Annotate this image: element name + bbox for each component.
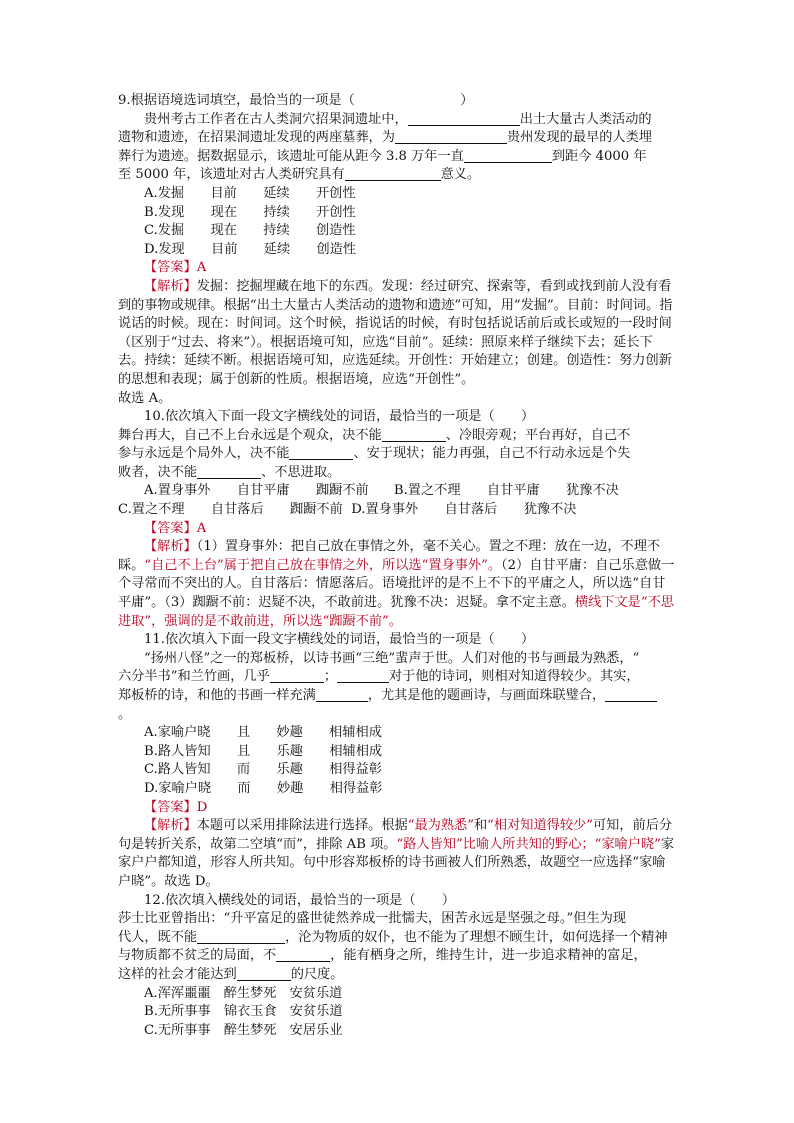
blank <box>382 427 446 442</box>
q9-option-b: B.发现 现在 持续 开创性 <box>144 204 356 220</box>
q10-stem: 10.依次填入下面一段文字横线处的词语，最恰当的一项是（ ） <box>144 409 535 425</box>
q11-option-c: C.路人皆知 而 乐趣 相得益彰 <box>144 762 382 778</box>
q10-option-d: D.置身事外 自甘落后 犹豫不决 <box>351 502 577 518</box>
q9-passage-line: 遗物和遗迹，在招果洞遗址发现的两座墓葬，为 贵州发现的最早的人类埋 <box>118 130 652 146</box>
q11-option-d: D.家喻户晓 而 妙趣 相得益彰 <box>144 780 383 796</box>
q10-option-c: C.置之不理 自甘落后 踟蹰不前 <box>118 502 343 518</box>
blank <box>270 668 324 683</box>
blank <box>345 166 441 181</box>
q9-answer: 【答案】A <box>144 260 207 276</box>
q11-passage-line: 六分半书”和兰竹画，几乎 ； 对于他的诗词，则相对知道得较少。其实， <box>118 669 640 685</box>
blank <box>464 148 552 163</box>
blank <box>337 668 389 683</box>
q10-options-cd <box>118 501 678 520</box>
document-page <box>118 92 678 1040</box>
q9-analysis: 【解析】发掘：挖掘埋藏在地下的东西。发现：经过研究、探索等，看到或找到前人没有看到的事物或规律。根据“出土大量古人类活动的遗物和遗迹”可知，用“发掘”。目前：时间词。指说话的时候。现在：时间词。这个时候，指说话的时候，有时包括说话前后或长或短的一段时间（区别于“过去、将来”）。根据语境可知，应选“目前”。延续：照原来样子继续下去；延长下去。持续：延续不断。根据语境可知，应选延续。开创性：开始建立；创建。创造性：努力创新的思想和表现；属于创新的性质。根据语境，应选“开创性”。 <box>118 278 673 387</box>
blank <box>276 947 330 962</box>
q11-option-b: B.路人皆知 且 乐趣 相辅相成 <box>144 743 383 759</box>
q12-passage-line: 与物质都不贫乏的局面，不 ，能有栖身之所，维持生计，进一步追求精神的富足， <box>118 948 647 964</box>
q10-passage-line: 败者，决不能 、不思进取。 <box>118 464 341 480</box>
q10-passage-line: 参与永远是个局外人，决不能 、安于现状；能力再强，自己不行动永远是个失 <box>118 446 631 462</box>
q12-option-a: A.浑浑噩噩 醉生梦死 安贫乐道 <box>144 985 343 1001</box>
q11-passage: “扬州八怪”之一的郑板桥，以诗书画“三绝”蜚声于世。人们对他的书与画最为熟悉，“ <box>144 650 640 666</box>
q9-option-d: D.发现 目前 延续 创造性 <box>144 241 357 257</box>
q11-passage-line: 郑板桥的诗，和他的书画一样充满 ，尤其是他的题画诗，与画面珠联璧合， <box>118 687 678 706</box>
blank <box>395 129 507 144</box>
q12-passage-line: 这样的社会才能达到 的尺度。 <box>118 966 344 982</box>
q12-passage: 莎士比亚曾指出：“升平富足的盛世徒然养成一批懦夫，困苦永远是坚强之母。”但生为现 <box>118 911 627 927</box>
q10-option-b: B.置之不理 自甘平庸 犹豫不决 <box>393 483 619 499</box>
q9-passage-line: 至 5000 年，该遗址对古人类研究具有 意义。 <box>118 167 481 183</box>
q9-option-c: C.发掘 现在 持续 创造性 <box>144 223 356 239</box>
q9-conclusion: 故选 A。 <box>118 390 172 406</box>
q12-stem: 12.依次填入横线处的词语，最恰当的一项是（ ） <box>144 892 456 908</box>
blank <box>316 687 368 702</box>
q10-analysis: 【解析】（1）置身事外：把自己放在事情之外，毫不关心。置之不理：放在一边，不理不睬。“自己不上台”属于把自己放在事情之外，所以选“置身事外”。（2）自甘平庸：自己乐意做一个寻常而不突出的人。自甘落后：情愿落后。语境批评的是不上不下的平庸之人，所以选“自甘平庸”。（3）踟蹰不前：迟疑不决，不敢前进。犹豫不决：迟疑。拿不定主意。横线下文是“不思进取”，强调的是不敢前进，所以选“踟蹰不前”。 <box>118 539 675 629</box>
q12-option-c: C.无所事事 醉生梦死 安居乐业 <box>144 1022 343 1038</box>
q9-stem: 9.根据语境选词填空，最恰当的一项是（ ） <box>118 93 474 108</box>
q12-option-b: B.无所事事 锦衣玉食 安贫乐道 <box>144 1004 343 1020</box>
q11-stem: 11.依次填入下面一段文字横线处的词语，最恰当的一项是（ ） <box>144 632 535 648</box>
blank <box>289 445 353 460</box>
q10-passage: 舞台再大，自己不上台永远是个观众，决不能 、冷眼旁观；平台再好，自己不 <box>118 427 631 443</box>
blank <box>605 687 657 702</box>
blank <box>197 929 285 944</box>
q11-passage-end: 。 <box>118 706 132 722</box>
blank <box>408 111 520 126</box>
q9-option-a: A.发掘 目前 延续 开创性 <box>144 185 356 201</box>
q9-passage-line: 葬行为遗迹。据数据显示，该遗址可能从距今 3.8 万年一直 到距今 4000 年 <box>118 148 647 164</box>
q11-option-a: A.家喻户晓 且 妙趣 相辅相成 <box>144 725 382 741</box>
q11-analysis: 【解析】本题可以采用排除法进行选择。根据“最为熟悉”和“相对知道得较少”可知，前后分句是转折关系，故第二空填“而”，排除 AB 项。“路人皆知”比喻人所共知的野心；“家喻户晓”家家户户都知道，形容人所共知。句中形容郑板桥的诗书画被人们所熟悉，故题空一应选择“家喻户晓”。故选 D。 <box>118 818 674 889</box>
q9-passage: 贵州考古工作者在古人类洞穴招果洞遗址中， 出土大量古人类活动的 <box>144 111 652 127</box>
blank <box>197 464 261 479</box>
blank <box>237 966 291 981</box>
q10-answer: 【答案】A <box>144 520 207 536</box>
q11-answer: 【答案】D <box>144 799 208 815</box>
q10-options-ab <box>118 482 678 501</box>
q12-passage-line: 代人，既不能 ，沦为物质的奴仆，也不能为了理想不顾生计，如何选择一个精神 <box>118 929 668 945</box>
q10-option-a: A.置身事外 自甘平庸 踟蹰不前 <box>144 483 369 499</box>
